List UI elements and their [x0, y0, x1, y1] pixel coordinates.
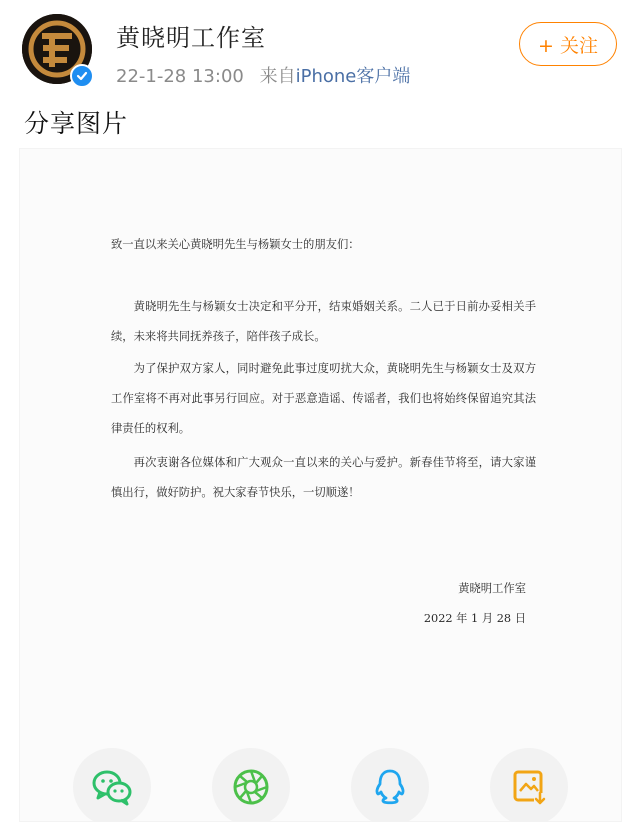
share-moments-button[interactable]	[212, 748, 290, 822]
source-device-link[interactable]: iPhone客户端	[295, 66, 411, 87]
share-bar	[0, 742, 640, 822]
post-timestamp: 22-1-28 13:00	[116, 66, 244, 87]
shared-image-letter[interactable]	[19, 148, 622, 822]
save-image-icon	[510, 767, 548, 807]
qq-icon	[372, 767, 408, 807]
post-header	[0, 0, 640, 96]
save-image-button[interactable]	[490, 748, 568, 822]
share-wechat-button[interactable]	[73, 748, 151, 822]
account-name[interactable]: 黄晓明工作室	[116, 24, 266, 52]
letter-date: 2022 年 1 月 28 日	[423, 612, 526, 625]
letter-paragraph: 黄晓明先生与杨颖女士决定和平分开，结束婚姻关系。二人已于日前办妥相关手续，未来将共同抚养孩子，陪伴孩子成长。	[111, 300, 536, 343]
letter-salutation: 致一直以来关心黄晓明先生与杨颖女士的朋友们：	[111, 238, 360, 251]
letter-paragraph: 为了保护双方家人，同时避免此事过度叨扰大众，黄晓明先生与杨颖女士及双方工作室将不再对此事另行回应。对于恶意造谣、传谣者，我们也将始终保留追究其法律责任的权利。	[111, 362, 536, 435]
post-text: 分享图片	[24, 109, 129, 138]
moments-icon	[231, 767, 271, 807]
wechat-icon	[90, 767, 134, 807]
source-prefix: 来自	[259, 66, 296, 87]
letter-signature: 黄晓明工作室	[458, 582, 526, 595]
verified-badge-icon	[70, 64, 94, 88]
letter-paragraph: 再次衷谢各位媒体和广大观众一直以来的关心与爱护。新春佳节将至，请大家谨慎出行，做好防护。祝大家春节快乐，一切顺遂！	[111, 456, 536, 499]
follow-button[interactable]: + 关注	[519, 22, 617, 66]
share-qq-button[interactable]	[351, 748, 429, 822]
post-meta	[116, 62, 410, 88]
